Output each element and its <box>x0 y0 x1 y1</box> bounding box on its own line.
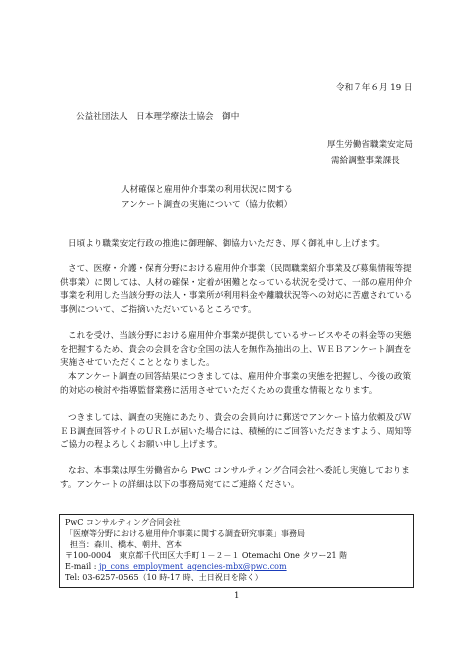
contact-company: PwC コンサルティング合同会社 <box>65 518 181 527</box>
body-paragraph-4: 本アンケート調査の回答結果につきましては、雇用仲介事業の実態を把握し、今後の政策的対応の検討や指導監督業務に活用させていただくための貴重な情報となります。 <box>60 372 412 396</box>
contact-email-row <box>65 561 287 572</box>
contact-email-label: E-mail : <box>65 562 97 571</box>
contact-tel: Tel: 03-6257-0565（10 時-17 時、土日祝日を除く） <box>65 573 263 582</box>
body-paragraph-2: さて、医療・介護・保育分野における雇用仲介事業（民間職業紹介事業及び募集情報等提供事業）に関しては、人材の確保・定着が困難となっている状況を受けて、一部の雇用仲介事業を利用した当該分野の法人・事業所が利用料金や離職状況等への対応に苦慮されている事例について、ご指摘いただいているところです。 <box>60 264 413 315</box>
subject-line-1: 人材確保と雇用仲介事業の利用状況に関する <box>121 185 293 195</box>
contact-address: 〒100-0004 東京都千代田区大手町１－２－１ Otemachi One タワー21 階 <box>65 551 348 560</box>
page-number: 1 <box>234 591 240 601</box>
body-paragraph-1: 日頃より職業安定行政の推進に御理解、御協力いただき、厚く御礼申し上げます。 <box>68 239 385 249</box>
contact-staff: 担当：森川、橋本、朝井、宮本 <box>70 540 182 549</box>
body-paragraph-5: つきましては、調査の実施にあたり、貴会の会員向けに郵送でアンケート協力依頼及びＷＥＢ調査回答サイトのＵＲＬが届いた場合には、積極的にご回答いただきますよう、周知等ご協力の程よろしくお願い申し上げます。 <box>60 413 412 450</box>
contact-project: 「医療等分野における雇用仲介事業に関する調査研究事業」事務局 <box>65 529 305 538</box>
sender-section: 需給調整事業課長 <box>331 156 400 166</box>
body-paragraph-3: これを受け、当該分野における雇用仲介事業が提供しているサービスやその料金等の実態を把握するため、貴会の会員を含む全国の法人を無作為抽出の上、ＷＥＢアンケート調査を実施させていただくこととなりました。 <box>60 331 412 368</box>
subject-line-2: アンケート調査の実施について（協力依頼） <box>121 200 293 210</box>
sender-bureau: 厚生労働省職業安定局 <box>327 140 413 150</box>
addressee: 公益社団法人 日本理学療法士協会 御中 <box>76 112 240 122</box>
body-paragraph-6: なお、本事業は厚生労働省から PwC コンサルティング合同会社へ委託し実施しております。アンケートの詳細は以下の事務局宛てにご連絡ください。 <box>60 466 410 490</box>
contact-box <box>59 514 414 588</box>
letter-date: 令和７年６月 19 日 <box>336 83 413 93</box>
contact-email-link[interactable]: jp_cons_employment_agencies-mbx@pwc.com <box>98 562 287 571</box>
